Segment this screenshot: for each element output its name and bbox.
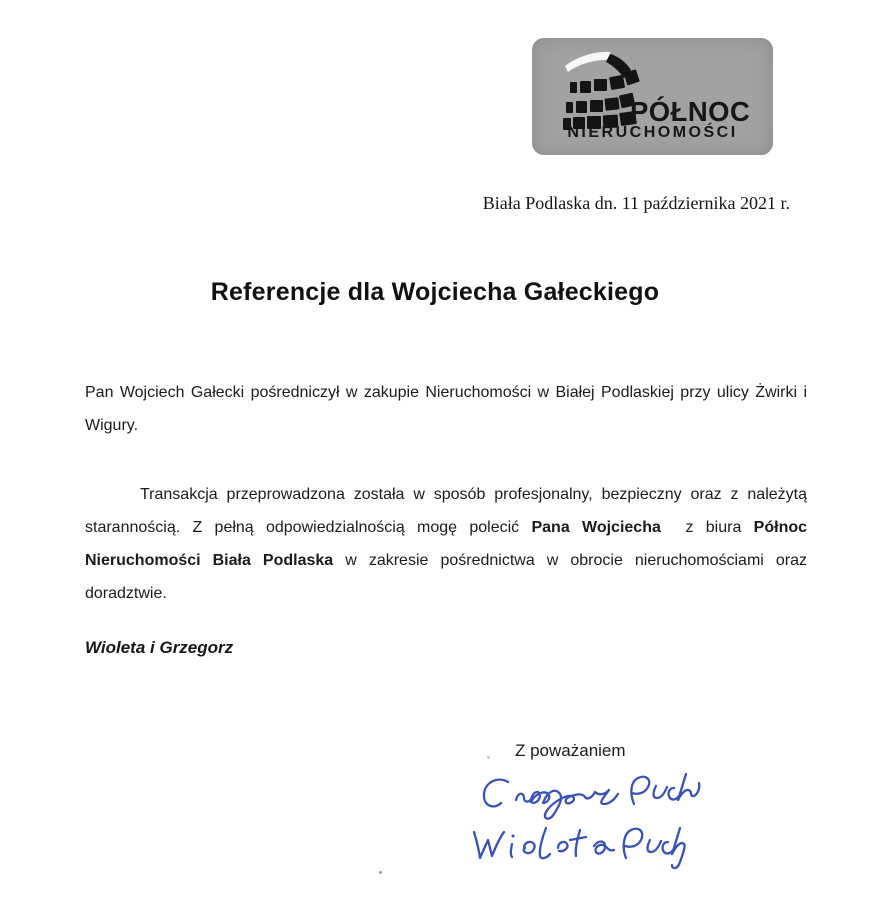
paragraph-2-text: z biura bbox=[660, 519, 754, 536]
date-line: Biała Podlaska dn. 11 października 2021 r. bbox=[482, 193, 790, 213]
bold-pana-wojciecha: Pana Wojciecha bbox=[531, 519, 661, 536]
handwritten-signature-wioleta-puch bbox=[474, 828, 685, 868]
closing-line: Z poważaniem bbox=[515, 741, 626, 760]
scan-artifact-dot bbox=[487, 756, 490, 759]
polnoc-nieruchomosci-logo bbox=[532, 38, 773, 155]
scan-artifact-dot bbox=[379, 871, 382, 874]
bold-polnoc-biala-podlaska: Północ Nieruchomości Biała Podlaska bbox=[85, 519, 808, 569]
paragraph-recommendation bbox=[85, 478, 807, 610]
paragraph-2-text: Transakcja przeprowadzona została w sposób profesjonalny, bezpieczny oraz z należytą starannością. Z pełną odpowiedzialnością mogę polecić bbox=[85, 486, 807, 536]
logo-company-name: PÓŁNOC bbox=[630, 96, 751, 127]
paragraph-2-text: w zakresie pośrednictwa w obrocie nieruchomościami oraz doradztwie. bbox=[85, 552, 807, 602]
paragraph-intro: Pan Wojciech Gałecki pośredniczył w zakupie Nieruchomości w Białej Podlaskiej przy ulicy Żwirki i Wigury. bbox=[85, 384, 807, 434]
logo-company-subtitle: NIERUCHOMOŚCI bbox=[567, 124, 738, 141]
handwritten-signature-grzegorz-puch bbox=[484, 774, 699, 819]
signatories-line: Wioleta i Grzegorz bbox=[85, 638, 234, 657]
handwritten-signatures bbox=[468, 770, 718, 882]
page-title: Referencje dla Wojciecha Gałeckiego bbox=[210, 278, 660, 306]
